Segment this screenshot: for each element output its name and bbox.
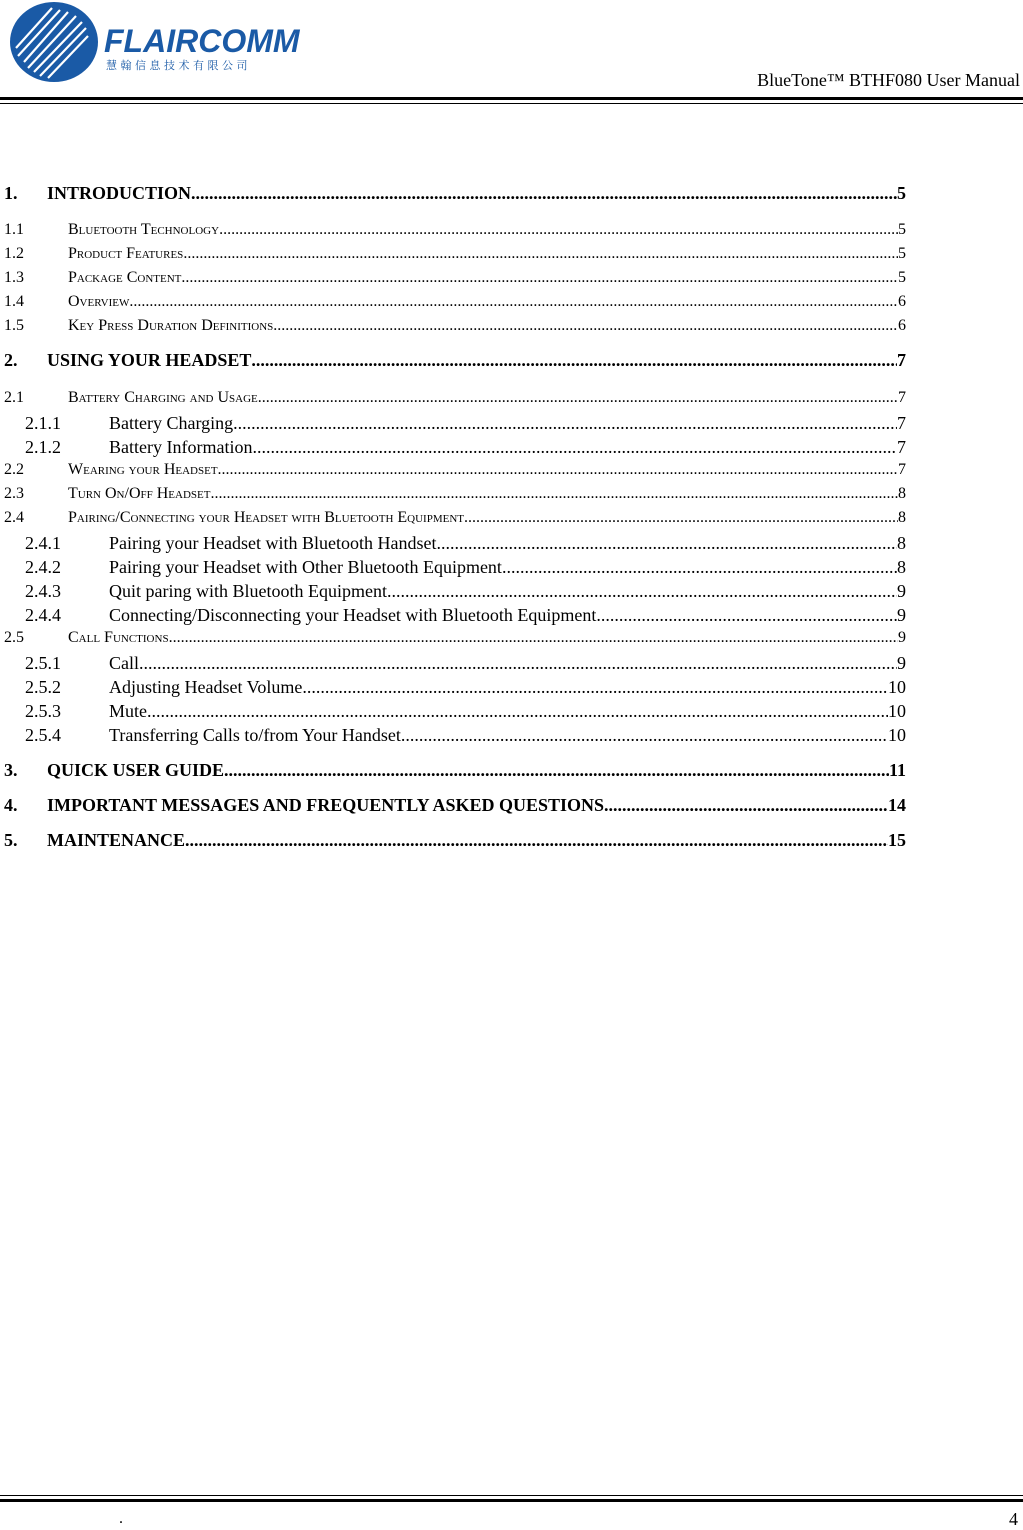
toc-leader-dots — [604, 795, 888, 816]
toc-entry-number: 1. — [4, 183, 18, 203]
toc-entry[interactable] — [4, 701, 906, 722]
toc-entry-title[interactable]: Product Features — [68, 245, 184, 262]
toc-entry-number: 1.3 — [4, 269, 24, 286]
toc-entry[interactable] — [4, 389, 906, 407]
toc-entry-page: 9 — [898, 629, 906, 646]
toc-leader-dots — [273, 317, 898, 335]
toc-entry-page: 9 — [897, 653, 906, 673]
toc-entry-title[interactable]: USING YOUR HEADSET — [47, 350, 252, 370]
toc-entry-title[interactable]: Pairing your Headset with Bluetooth Handset — [109, 533, 437, 553]
toc-leader-dots — [185, 830, 888, 851]
toc-entry-title[interactable]: IMPORTANT MESSAGES AND FREQUENTLY ASKED QUESTIONS — [47, 795, 604, 815]
toc-entry-number: 3. — [4, 760, 18, 780]
toc-entry-number: 2.1 — [4, 389, 24, 406]
toc-entry-number: 2.4.3 — [25, 581, 61, 601]
toc-leader-dots — [596, 605, 897, 626]
toc-entry[interactable] — [4, 725, 906, 746]
toc-entry[interactable] — [4, 183, 906, 204]
toc-entry-number: 1.2 — [4, 245, 24, 262]
toc-leader-dots — [139, 653, 897, 674]
toc-leader-dots — [169, 629, 898, 647]
toc-leader-dots — [436, 533, 897, 554]
brand-name-chinese: 慧 翰 信 息 技 术 有 限 公 司 — [106, 59, 248, 72]
toc-entry-title[interactable]: Transferring Calls to/from Your Handset — [109, 725, 401, 745]
toc-entry-number: 1.5 — [4, 317, 24, 334]
toc-entry-title[interactable]: Call — [109, 653, 139, 673]
toc-entry-number: 2.4.1 — [25, 533, 61, 553]
toc-entry-page: 14 — [888, 795, 906, 815]
toc-leader-dots — [181, 269, 898, 287]
toc-entry-page: 5 — [898, 221, 906, 238]
toc-entry-page: 5 — [897, 183, 906, 203]
toc-entry-title[interactable]: Connecting/Disconnecting your Headset with Bluetooth Equipment — [109, 605, 597, 625]
toc-leader-dots — [464, 509, 898, 527]
toc-entry-number: 2.1.1 — [25, 413, 61, 433]
document-title: BlueTone™ BTHF080 User Manual — [757, 70, 1020, 90]
toc-entry[interactable] — [4, 293, 906, 311]
header-rule-thick — [0, 97, 1023, 100]
toc-entry-title[interactable]: Adjusting Headset Volume — [109, 677, 303, 697]
toc-entry-page: 11 — [888, 760, 906, 780]
toc-leader-dots — [233, 413, 897, 434]
brand-name: FLAIRCOMM — [104, 23, 300, 59]
toc-leader-dots — [302, 677, 888, 698]
toc-entry-number: 2.5.3 — [25, 701, 61, 721]
toc-entry-number: 2.4 — [4, 509, 24, 526]
toc-leader-dots — [224, 760, 889, 781]
toc-leader-dots — [129, 293, 898, 311]
toc-entry-page: 5 — [898, 269, 906, 286]
toc-entry[interactable] — [4, 557, 906, 578]
footer-rule-thick — [0, 1499, 1023, 1502]
toc-entry-title[interactable]: Turn On/Off Headset — [68, 485, 211, 502]
toc-entry[interactable] — [4, 653, 906, 674]
toc-entry-page: 7 — [897, 437, 906, 457]
toc-entry-number: 1.1 — [4, 221, 24, 238]
toc-leader-dots — [219, 221, 898, 239]
toc-leader-dots — [183, 245, 898, 263]
toc-entry[interactable] — [4, 509, 906, 527]
toc-entry-page: 7 — [898, 389, 906, 406]
toc-entry-page: 15 — [888, 830, 906, 850]
toc-leader-dots — [258, 389, 898, 407]
company-logo — [6, 0, 316, 86]
toc-entry-page: 7 — [898, 461, 906, 478]
toc-entry-page: 9 — [897, 605, 906, 625]
toc-entry-page: 9 — [897, 581, 906, 601]
header-rule-thin — [0, 103, 1023, 104]
toc-entry[interactable] — [4, 317, 906, 335]
toc-entry[interactable] — [4, 760, 906, 781]
toc-entry-title[interactable]: Pairing your Headset with Other Bluetooth Equipment — [109, 557, 502, 577]
toc-leader-dots — [502, 557, 897, 578]
toc-entry-number: 2.5.2 — [25, 677, 61, 697]
toc-entry-page: 7 — [897, 350, 906, 370]
toc-entry-number: 2.4.4 — [25, 605, 61, 625]
toc-entry-page: 5 — [898, 245, 906, 262]
footer-rule-thin — [0, 1495, 1023, 1496]
toc-entry-title[interactable]: Package Content — [68, 269, 182, 286]
toc-leader-dots — [218, 461, 898, 479]
toc-entry[interactable] — [4, 677, 906, 698]
toc-leader-dots — [251, 350, 897, 371]
toc-entry[interactable] — [4, 269, 906, 287]
toc-entry-number: 2.2 — [4, 461, 24, 478]
toc-leader-dots — [252, 437, 897, 458]
toc-entry[interactable] — [4, 533, 906, 554]
toc-entry-number: 2.3 — [4, 485, 24, 502]
toc-entry-title[interactable]: Call Functions — [68, 629, 169, 646]
toc-leader-dots — [210, 485, 898, 503]
toc-entry-number: 2.5.1 — [25, 653, 61, 673]
toc-entry-number: 2.5 — [4, 629, 24, 646]
toc-entry-title[interactable]: Battery Charging and Usage — [68, 389, 258, 406]
toc-entry-title[interactable]: Pairing/Connecting your Headset with Bluetooth Equipment — [68, 509, 464, 526]
toc-entry-number: 2. — [4, 350, 18, 370]
toc-entry[interactable] — [4, 413, 906, 434]
toc-entry-page: 10 — [888, 725, 906, 745]
toc-entry-number: 1.4 — [4, 293, 24, 310]
toc-entry-title[interactable]: QUICK USER GUIDE — [47, 760, 225, 780]
toc-leader-dots — [191, 183, 897, 204]
toc-entry-number: 2.5.4 — [25, 725, 61, 745]
flaircomm-logo-mark — [6, 0, 316, 86]
toc-entry[interactable] — [4, 350, 906, 371]
toc-entry-page: 8 — [897, 533, 906, 553]
page-number: 4 — [1009, 1509, 1018, 1529]
toc-entry-number: 5. — [4, 830, 18, 850]
toc-entry-page: 10 — [888, 701, 906, 721]
toc-entry-page: 6 — [898, 293, 906, 310]
toc-leader-dots — [147, 701, 888, 722]
toc-entry-page: 6 — [898, 317, 906, 334]
toc-entry-title[interactable]: Overview — [68, 293, 130, 310]
toc-entry[interactable] — [4, 461, 906, 479]
toc-entry-page: 7 — [897, 413, 906, 433]
toc-entry[interactable] — [4, 605, 906, 626]
toc-entry-title[interactable]: Battery Information — [109, 437, 253, 457]
toc-entry-title[interactable]: Quit paring with Bluetooth Equipment — [109, 581, 387, 601]
toc-entry-number: 4. — [4, 795, 18, 815]
toc-entry[interactable] — [4, 581, 906, 602]
toc-entry[interactable] — [4, 795, 906, 816]
toc-entry-title[interactable]: MAINTENANCE — [47, 830, 186, 850]
toc-entry-page: 10 — [888, 677, 906, 697]
toc-entry-title[interactable]: Key Press Duration Definitions — [68, 317, 274, 334]
toc-entry-page: 8 — [898, 485, 906, 502]
toc-entry-title[interactable]: Mute — [109, 701, 147, 721]
toc-entry-title[interactable]: Battery Charging — [109, 413, 234, 433]
toc-entry-title[interactable]: INTRODUCTION — [47, 183, 192, 203]
toc-entry[interactable] — [4, 629, 906, 647]
toc-entry-number: 2.1.2 — [25, 437, 61, 457]
toc-entry-number: 2.4.2 — [25, 557, 61, 577]
toc-entry-page: 8 — [898, 509, 906, 526]
toc-entry-title[interactable]: Bluetooth Technology — [68, 221, 220, 238]
toc-entry-title[interactable]: Wearing your Headset — [68, 461, 218, 478]
toc-leader-dots — [387, 581, 897, 602]
toc-entry[interactable] — [4, 437, 906, 458]
footer-mark: . — [119, 1510, 123, 1527]
toc-entry[interactable] — [4, 485, 906, 503]
toc-entry[interactable] — [4, 245, 906, 263]
toc-leader-dots — [401, 725, 888, 746]
toc-entry-page: 8 — [897, 557, 906, 577]
toc-entry[interactable] — [4, 221, 906, 239]
toc-entry[interactable] — [4, 830, 906, 851]
